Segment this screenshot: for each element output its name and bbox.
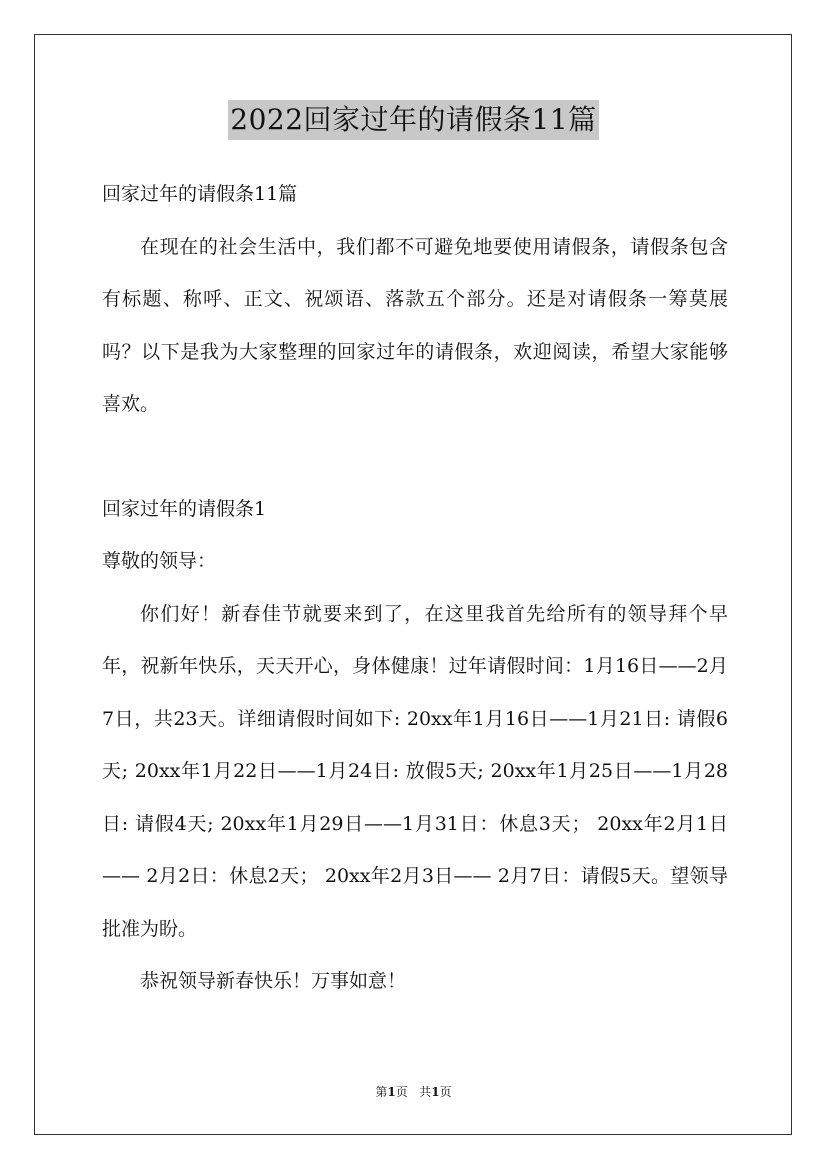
document-body xyxy=(102,168,728,1008)
title-container xyxy=(0,100,827,140)
page-number: 1 xyxy=(387,1085,396,1099)
subtitle: 回家过年的请假条11篇 xyxy=(102,183,298,205)
page-suffix: 页 xyxy=(395,1085,408,1099)
paragraph-spacer xyxy=(102,431,728,483)
total-suffix: 页 xyxy=(439,1085,452,1099)
document-title: 2022回家过年的请假条11篇 xyxy=(228,100,598,140)
total-pages: 1 xyxy=(431,1085,440,1099)
page-footer xyxy=(0,1082,827,1102)
total-prefix: 共 xyxy=(419,1085,432,1099)
body-paragraph: 你们好！新春佳节就要来到了，在这里我首先给所有的领导拜个早年，祝新年快乐，天天开心，身体健康！过年请假时间：1月16日——2月7日，共23天。详细请假时间如下: 20xx年1月16日——1月21日: 请假6天; 20xx年1月22日——1月24日: 放假5天; 20xx年1月25日——1月28日: 请假4天; 20xx年1月29日——1月31日：休息3天； 20xx年2月1日—— 2月2日：休息2天； 20xx年2月3日—— 2月7日：请假5天。望领导批准为盼。 xyxy=(102,602,728,940)
section-heading: 回家过年的请假条1 xyxy=(102,497,267,520)
intro-paragraph: 在现在的社会生活中，我们都不可避免地要使用请假条，请假条包含有标题、称呼、正文、祝颂语、落款五个部分。还是对请假条一筹莫展吗？以下是我为大家整理的回家过年的请假条，欢迎阅读，希望大家能够喜欢。 xyxy=(102,235,728,415)
salutation: 尊敬的领导： xyxy=(102,550,217,572)
page-prefix: 第 xyxy=(375,1085,388,1099)
closing-paragraph: 恭祝领导新春快乐！万事如意！ xyxy=(140,970,407,992)
